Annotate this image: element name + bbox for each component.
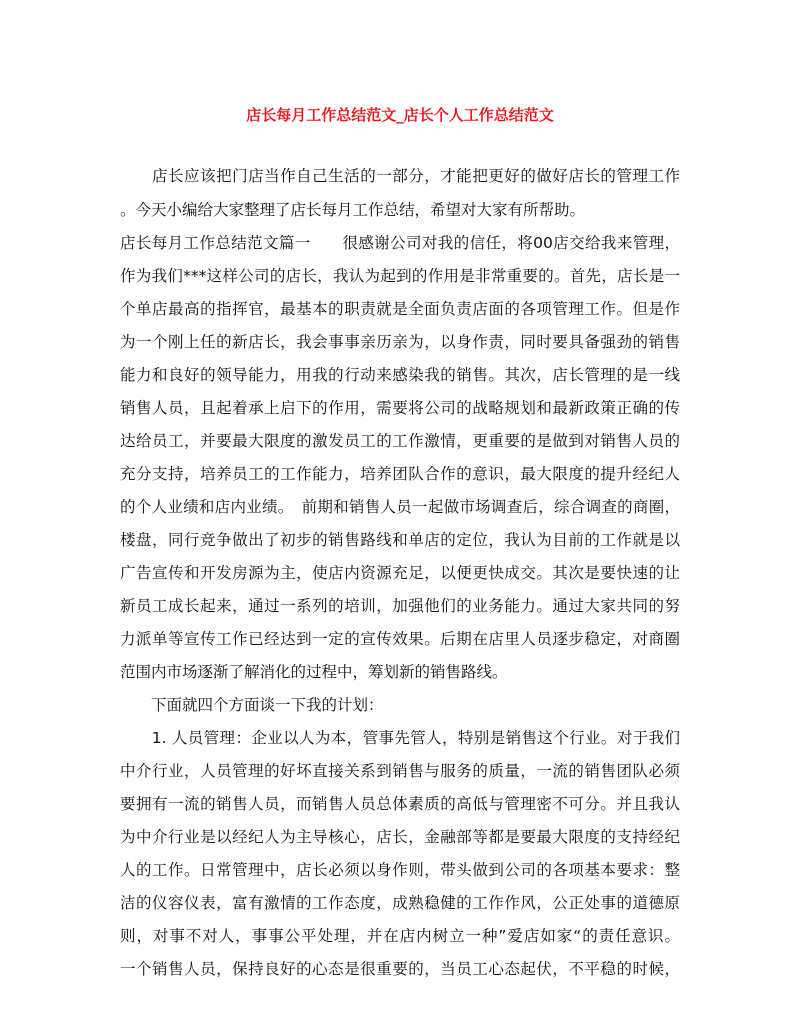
body-line-15: 力派单等宣传工作已经达到一定的宣传效果。后期在店里人员逐步稳定，对商圈 [120, 630, 680, 648]
document-title: 店长每月工作总结范文_店长个人工作总结范文 [246, 106, 554, 124]
body-line-19: 中介行业，人员管理的好坏直接关系到销售与服务的质量，一流的销售团队必须 [120, 762, 680, 780]
body-line-2: 。今天小编给大家整理了店长每月工作总结，希望对大家有所帮助。 [120, 201, 586, 219]
body-line-23: 洁的仪容仪表，富有激情的工作态度，成熟稳健的工作作风，公正处事的道德原 [120, 894, 680, 912]
body-line-3: 店长每月工作总结范文篇一 很感谢公司对我的信任，将00店交给我来管理， [120, 234, 680, 252]
body-line-8: 销售人员，且起着承上启下的作用，需要将公司的战略规划和最新政策正确的传 [120, 399, 680, 417]
body-line-24: 则，对事不对人，事事公平处理，并在店内树立一种”爱店如家“的责任意识。 [120, 927, 680, 945]
body-line-4: 作为我们***这样公司的店长，我认为起到的作用是非常重要的。首先，店长是一 [120, 267, 680, 285]
body-line-16: 范围内市场逐渐了解消化的过程中，筹划新的销售路线。 [120, 663, 508, 681]
body-line-7: 能力和良好的领导能力，用我的行动来感染我的销售。其次，店长管理的是一线 [120, 366, 680, 384]
body-line-6: 为一个刚上任的新店长，我会事事亲历亲为，以身作责，同时要具备强劲的销售 [120, 333, 680, 351]
body-line-11: 的个人业绩和店内业绩。 前期和销售人员一起做市场调查后，综合调查的商圈， [120, 498, 680, 516]
body-line-10: 充分支持，培养员工的工作能力，培养团队合作的意识，最大限度的提升经纪人 [120, 465, 680, 483]
body-line-20: 要拥有一流的销售人员，而销售人员总体素质的高低与管理密不可分。并且我认 [120, 795, 680, 813]
body-line-5: 个单店最高的指挥官，最基本的职责就是全面负责店面的各项管理工作。但是作 [120, 300, 680, 318]
body-line-25: 一个销售人员，保持良好的心态是很重要的，当员工心态起伏，不平稳的时候， [120, 960, 680, 978]
body-line-21: 为中介行业是以经纪人为主导核心，店长，金融部等都是要最大限度的支持经纪 [120, 828, 680, 846]
body-line-12: 楼盘，同行竞争做出了初步的销售路线和单店的定位，我认为目前的工作就是以 [120, 531, 680, 549]
body-line-18: 1. 人员管理：企业以人为本，管事先管人，特别是销售这个行业。对于我们 [120, 729, 680, 747]
body-line-13: 广告宣传和开发房源为主，使店内资源充足，以便更快成交。其次是要快速的让 [120, 564, 680, 582]
body-line-1: 店长应该把门店当作自己生活的一部分，才能把更好的做好店长的管理工作 [120, 167, 680, 185]
body-line-22: 人的工作。日常管理中，店长必须以身作则，带头做到公司的各项基本要求：整 [120, 861, 680, 879]
body-line-9: 达给员工，并要最大限度的激发员工的工作激情，更重要的是做到对销售人员的 [120, 432, 680, 450]
body-line-14: 新员工成长起来，通过一系列的培训，加强他们的业务能力。通过大家共同的努 [120, 597, 680, 615]
body-line-17: 下面就四个方面谈一下我的计划： [120, 696, 384, 714]
